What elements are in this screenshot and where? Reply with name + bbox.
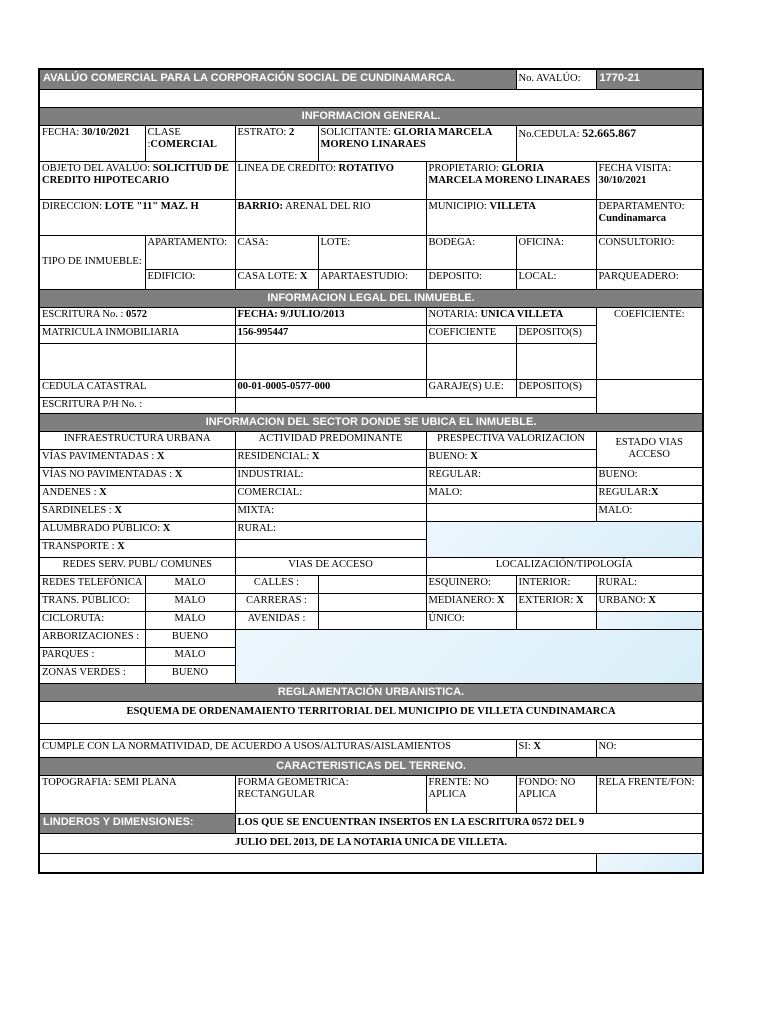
garaje-label: GARAJE(S) U.E:	[426, 379, 516, 397]
tipo-casa: CASA:	[235, 235, 318, 269]
redes-value: BUENO	[145, 629, 235, 647]
actividad-row: MIXTA:	[235, 503, 426, 521]
form-title: AVALÚO COMERCIAL PARA LA CORPORACIÓN SOCIAL DE CUNDINAMARCA.	[39, 69, 516, 89]
actividad-row: RESIDENCIAL: X	[235, 449, 426, 467]
redes-label: TRANS. PÚBLICO:	[39, 593, 145, 611]
valorizacion-row: REGULAR:	[426, 467, 596, 485]
linderos-text-2: JULIO DEL 2013, DE LA NOTARIA UNICA DE VILLETA.	[39, 833, 703, 853]
vias-label: AVENIDAS :	[235, 611, 318, 629]
valorizacion-head: PRESPECTIVA VALORIZACION	[426, 431, 596, 449]
direccion-cell: DIRECCION: LOTE "11" MAZ. H	[39, 199, 235, 235]
local-cell: EXTERIOR: X	[516, 593, 596, 611]
infra-row: TRANSPORTE : X	[39, 539, 235, 557]
estrato-cell: ESTRATO: 2	[235, 125, 318, 161]
blank-cell	[318, 575, 426, 593]
visita-cell: FECHA VISITA: 30/10/2021	[596, 161, 703, 199]
blank-row	[39, 723, 703, 739]
blank-cell	[39, 343, 235, 379]
estado-vias-row: BUENO:	[596, 467, 703, 485]
section-legal: INFORMACION LEGAL DEL INMUEBLE.	[39, 289, 703, 307]
clase-cell: CLASE :COMERCIAL	[145, 125, 235, 161]
section-general: INFORMACION GENERAL.	[39, 107, 703, 125]
tipo-apartaestudio: APARTAESTUDIO:	[318, 269, 426, 289]
tipo-consultorio: CONSULTORIO:	[596, 235, 703, 269]
redes-label: PARQUES :	[39, 647, 145, 665]
redes-value: MALO	[145, 611, 235, 629]
escritura-cell: ESCRITURA No. : 0572	[39, 307, 235, 325]
linea-cell: LINEA DE CREDITO: ROTATIVO	[235, 161, 426, 199]
tipo-inmueble-label: TIPO DE INMUEBLE:	[39, 235, 145, 289]
matricula-value: 156-995447	[235, 325, 426, 343]
deposito-label: DEPOSITO(S)	[516, 325, 596, 343]
cedula-cell: No.CEDULA: 52.665.867	[516, 125, 703, 161]
notaria-cell: NOTARIA: UNICA VILLETA	[426, 307, 596, 325]
fecha-cell: FECHA: 30/10/2021	[39, 125, 145, 161]
blank-row	[39, 89, 703, 107]
redes-label: CICLORUTA:	[39, 611, 145, 629]
tipo-edificio: EDIFICIO:	[145, 269, 235, 289]
propietario-cell: PROPIETARIO: GLORIA MARCELA MORENO LINARAES	[426, 161, 596, 199]
si-cell: SI: X	[516, 739, 596, 757]
redes-label: ARBORIZACIONES :	[39, 629, 145, 647]
blank-cell	[426, 503, 596, 521]
blank-cell	[235, 539, 426, 557]
objeto-cell: OBJETO DEL AVALÚO: SOLICITUD DE CREDITO HIPOTECARIO	[39, 161, 235, 199]
redes-label: ZONAS VERDES :	[39, 665, 145, 683]
local-cell: MEDIANERO: X	[426, 593, 516, 611]
local-cell: RURAL:	[596, 575, 703, 593]
topografia-cell: TOPOGRAFIA: SEMI PLANA	[39, 775, 235, 813]
infraestructura-head: INFRAESTRUCTURA URBANA	[39, 431, 235, 449]
linderos-text-1: LOS QUE SE ENCUENTRAN INSERTOS EN LA ESCRITURA 0572 DEL 9	[235, 813, 703, 833]
coeficiente-head: COEFICIENTE:	[596, 307, 703, 379]
blank-cell	[318, 593, 426, 611]
matricula-label: MATRICULA INMOBILIARIA	[39, 325, 235, 343]
valorizacion-row: MALO:	[426, 485, 596, 503]
vias-label: CALLES :	[235, 575, 318, 593]
vias-acceso-head: VIAS DE ACCESO	[235, 557, 426, 575]
infra-row: VÍAS PAVIMENTADAS : X	[39, 449, 235, 467]
actividad-head: ACTIVIDAD PREDOMINANTE	[235, 431, 426, 449]
coeficiente-label: COEFICIENTE	[426, 325, 516, 343]
blank-cell	[426, 343, 516, 379]
blank-cell	[426, 521, 703, 557]
esquema-text: ESQUEMA DE ORDENAMAIENTO TERRITORIAL DEL MUNICIPIO DE VILLETA CUNDINAMARCA	[39, 701, 703, 723]
infra-row: ANDENES : X	[39, 485, 235, 503]
local-cell: INTERIOR:	[516, 575, 596, 593]
forma-cell: FORMA GEOMETRICA: RECTANGULAR	[235, 775, 426, 813]
escritura-ph-label: ESCRITURA P/H No. :	[39, 397, 235, 413]
blank-cell	[596, 379, 703, 413]
redes-value: BUENO	[145, 665, 235, 683]
blank-cell	[596, 611, 703, 629]
clase-value: COMERCIAL	[150, 138, 217, 150]
cedula-catastral-label: CEDULA CATASTRAL	[39, 379, 235, 397]
fecha-value: 30/10/2021	[81, 126, 130, 138]
redes-label: REDES TELEFÓNICA	[39, 575, 145, 593]
blank-cell	[39, 853, 596, 873]
redes-value: MALO	[145, 575, 235, 593]
section-terreno: CARACTERISTICAS DEL TERRENO.	[39, 757, 703, 775]
redes-value: MALO	[145, 593, 235, 611]
tipo-parqueadero: PARQUEADERO:	[596, 269, 703, 289]
cedula-catastral-value: 00-01-0005-0577-000	[235, 379, 426, 397]
appraisal-form	[38, 68, 702, 874]
valorizacion-row: BUENO: X	[426, 449, 596, 467]
blank-cell	[235, 397, 596, 413]
no-cell: NO:	[596, 739, 703, 757]
tipo-oficina: OFICINA:	[516, 235, 596, 269]
blank-cell	[235, 343, 426, 379]
infra-row: SARDINELES : X	[39, 503, 235, 521]
local-cell: ÚNICO:	[426, 611, 516, 629]
cumple-text: CUMPLE CON LA NORMATIVIDAD, DE ACUERDO A USOS/ALTURAS/AISLAMIENTOS	[39, 739, 516, 757]
blank-cell	[516, 611, 596, 629]
frente-cell: FRENTE: NO APLICA	[426, 775, 516, 813]
section-sector: INFORMACION DEL SECTOR DONDE SE UBICA EL INMUEBLE.	[39, 413, 703, 431]
actividad-row: COMERCIAL:	[235, 485, 426, 503]
appraisal-table	[38, 68, 704, 874]
blank-cell	[318, 611, 426, 629]
infra-row: VÍAS NO PAVIMENTADAS : X	[39, 467, 235, 485]
fecha-legal-cell: FECHA: 9/JULIO/2013	[235, 307, 426, 325]
municipio-cell: MUNICIPIO: VILLETA	[426, 199, 596, 235]
avaluo-number: 1770-21	[596, 69, 703, 89]
actividad-row: RURAL:	[235, 521, 426, 539]
estado-vias-row: MALO:	[596, 503, 703, 521]
rela-cell: RELA FRENTE/FON:	[596, 775, 703, 813]
redes-head: REDES SERV. PUBL/ COMUNES	[39, 557, 235, 575]
estado-vias-row: REGULAR:X	[596, 485, 703, 503]
blank-cell	[516, 343, 596, 379]
tipo-lote: LOTE:	[318, 235, 426, 269]
solicitante-cell: SOLICITANTE: GLORIA MARCELA MORENO LINARAES	[318, 125, 516, 161]
local-cell: URBANO: X	[596, 593, 703, 611]
avaluo-label: No. AVALÚO:	[516, 69, 596, 89]
blank-cell	[235, 629, 703, 683]
localizacion-head: LOCALIZACIÓN/TIPOLOGÍA	[426, 557, 703, 575]
tipo-bodega: BODEGA:	[426, 235, 516, 269]
estado-vias-head: ESTADO VIAS ACCESO	[596, 431, 703, 467]
tipo-deposito: DEPOSITO:	[426, 269, 516, 289]
actividad-row: INDUSTRIAL:	[235, 467, 426, 485]
redes-value: MALO	[145, 647, 235, 665]
tipo-casa-lote: CASA LOTE: X	[235, 269, 318, 289]
blank-cell	[596, 853, 703, 873]
barrio-cell: BARRIO: ARENAL DEL RIO	[235, 199, 426, 235]
vias-label: CARRERAS :	[235, 593, 318, 611]
infra-row: ALUMBRADO PÚBLICO: X	[39, 521, 235, 539]
linderos-label: LINDEROS Y DIMENSIONES:	[39, 813, 235, 833]
fondo-cell: FONDO: NO APLICA	[516, 775, 596, 813]
tipo-apartamento: APARTAMENTO:	[145, 235, 235, 269]
section-reglamentacion: REGLAMENTACIÓN URBANISTICA.	[39, 683, 703, 701]
local-cell: ESQUINERO:	[426, 575, 516, 593]
tipo-local: LOCAL:	[516, 269, 596, 289]
deposito2-label: DEPOSITO(S)	[516, 379, 596, 397]
departamento-cell: DEPARTAMENTO: Cundinamarca	[596, 199, 703, 235]
